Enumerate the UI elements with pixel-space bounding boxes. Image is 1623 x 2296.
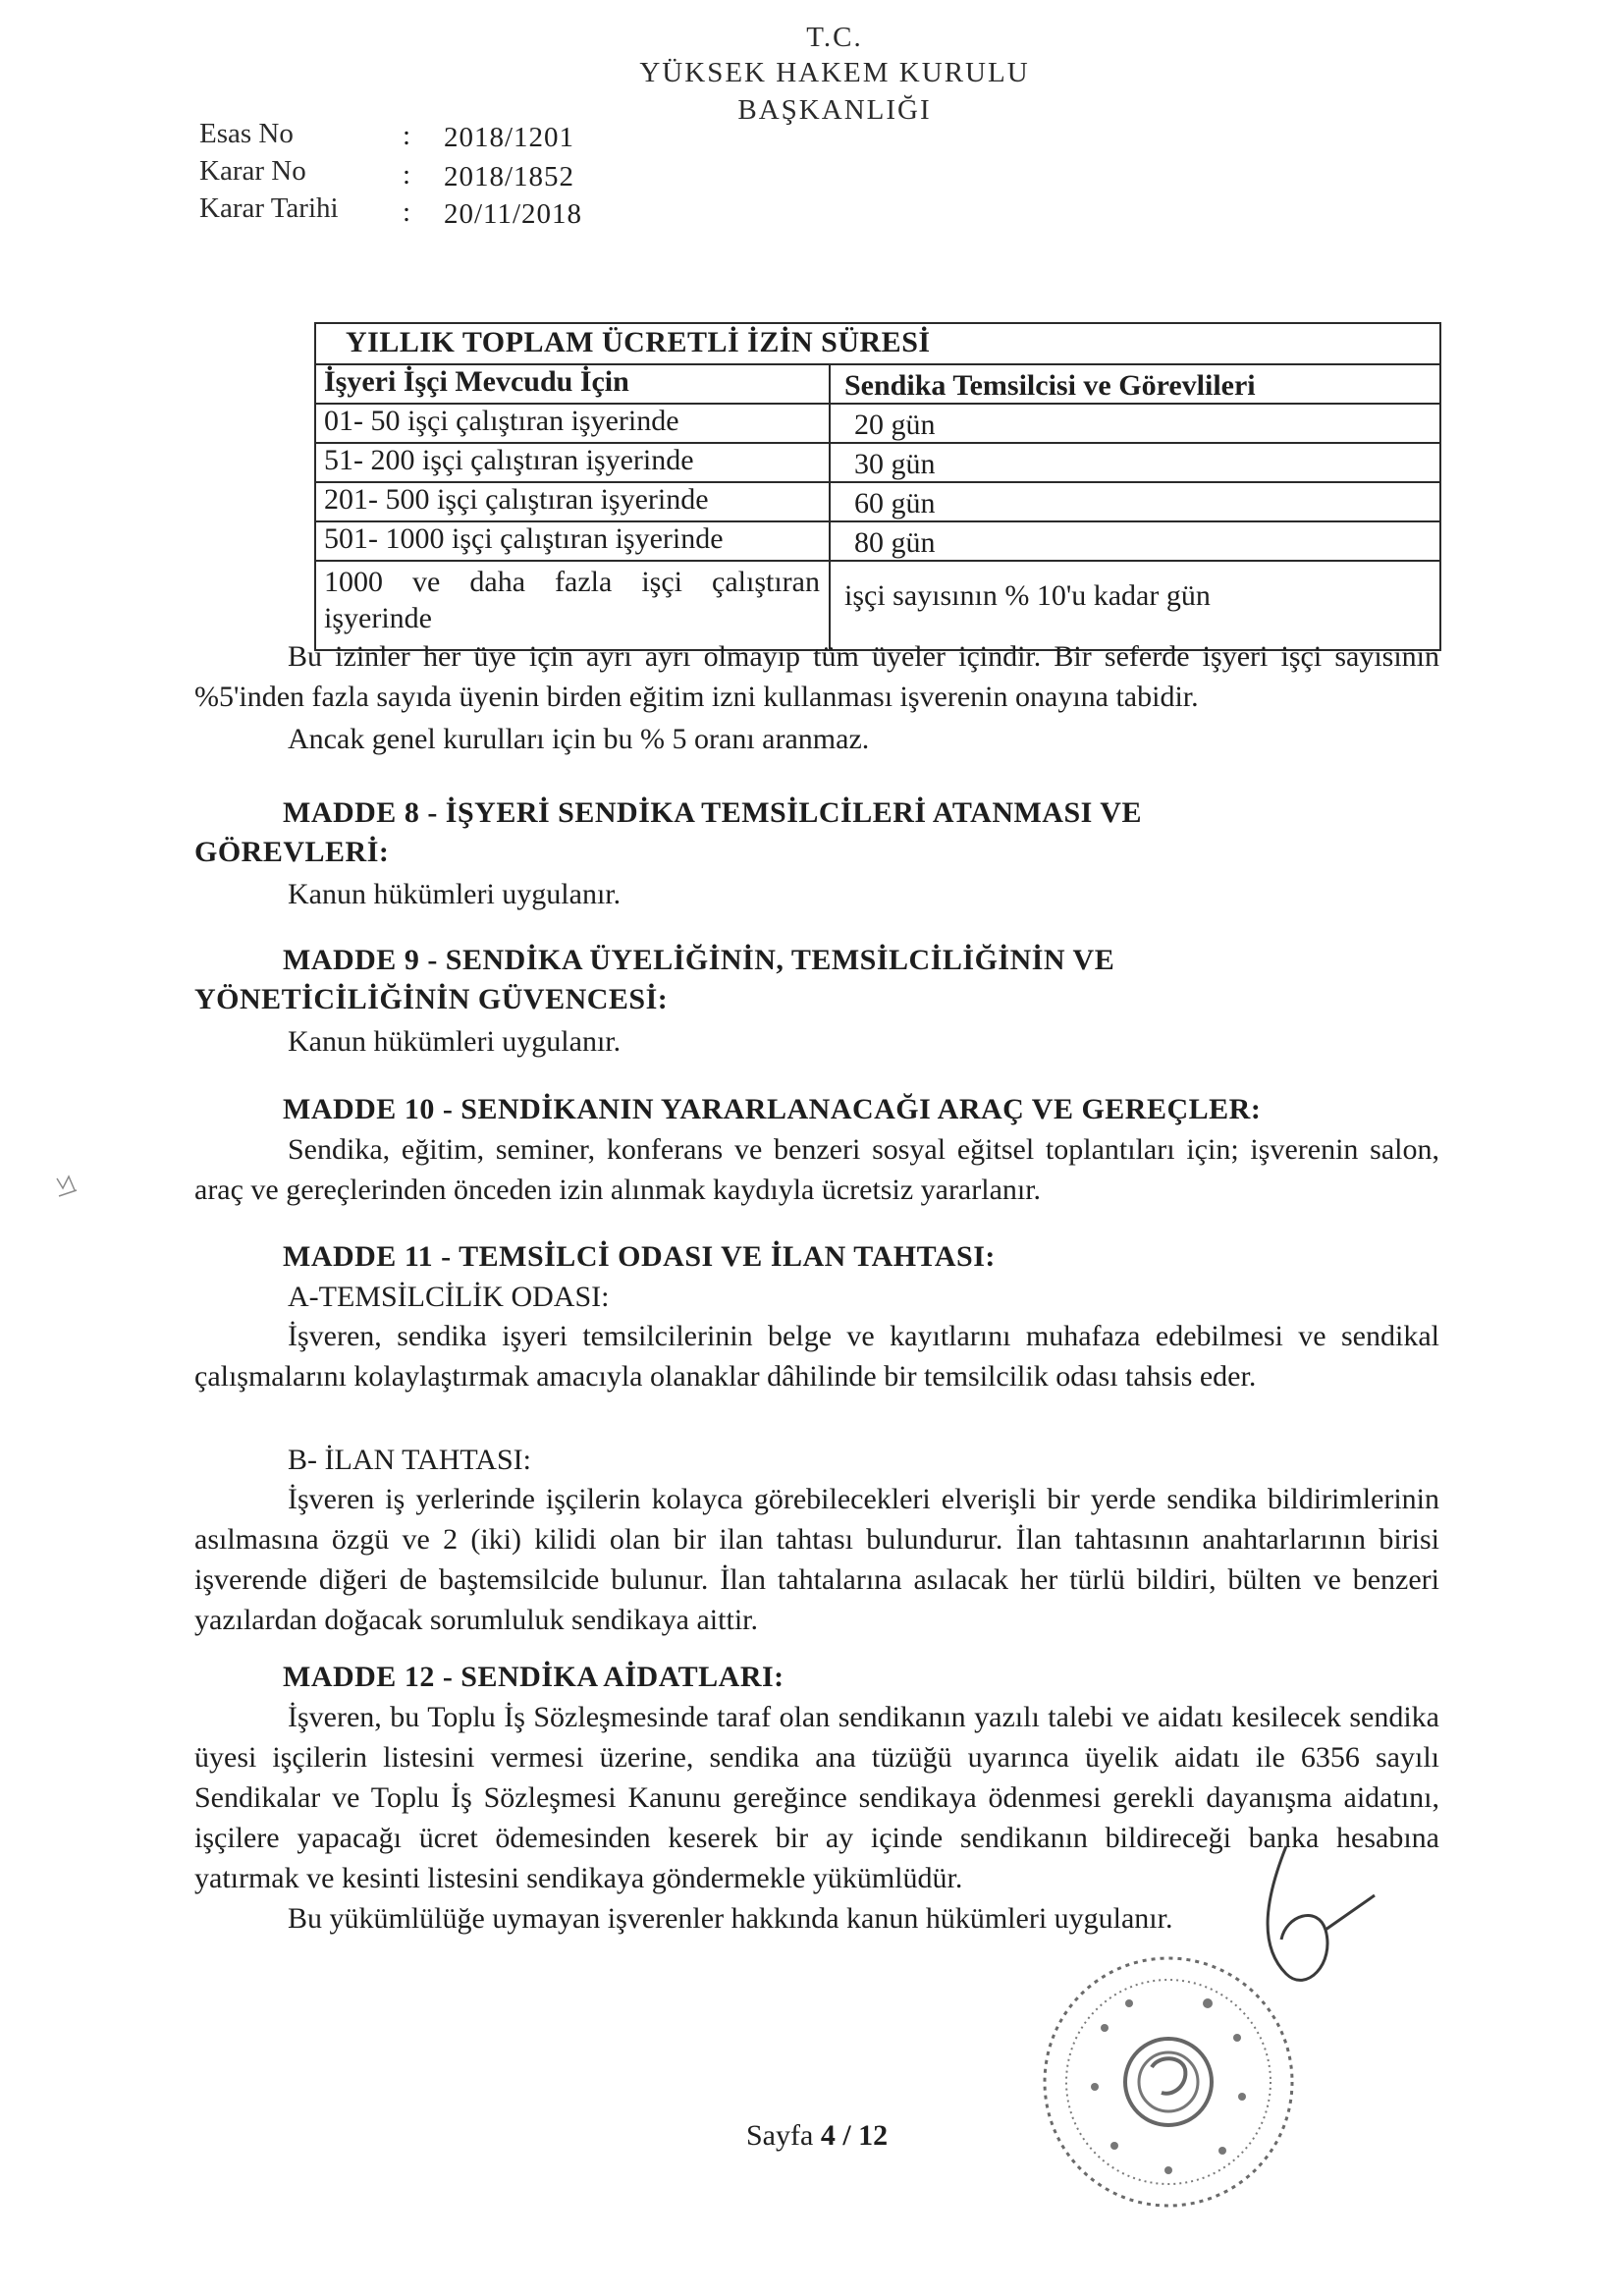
row-workplace: 01- 50 işçi çalıştıran işyerinde (324, 405, 679, 437)
article-12-heading (194, 1658, 1439, 1697)
col-header-workplace: İşyeri İşçi Mevcudu İçin (324, 365, 629, 398)
esas-no-value: 2018/1201 (444, 122, 575, 153)
table-title: YILLIK TOPLAM ÜCRETLİ İZİN SÜRESİ (346, 326, 931, 358)
article-10-title: MADDE 10 - SENDİKANIN YARARLANACAĞI ARAÇ VE GEREÇLER: (283, 1093, 1262, 1125)
page-count: 4 / 12 (820, 2119, 889, 2152)
article-11-subheading-a: A-TEMSİLCİLİK ODASI: (288, 1281, 610, 1313)
row-workplace: 201- 500 işçi çalıştıran işyerinde (324, 483, 709, 516)
official-seal-icon (1036, 1949, 1301, 2214)
margin-scribble-icon (49, 1167, 84, 1206)
header-institution: YÜKSEK HAKEM KURULU (639, 57, 1030, 88)
row-days: 30 gün (854, 448, 936, 480)
article-11-heading (194, 1237, 1439, 1277)
leave-note-paragraph-2: Ancak genel kurulları için bu % 5 oranı aranmaz. (288, 723, 870, 755)
karar-no-label: Karar No (199, 155, 306, 187)
colon: : (403, 196, 411, 228)
article-8-heading (194, 793, 1439, 872)
colon: : (403, 159, 411, 191)
column-divider (829, 363, 831, 649)
article-8-title-line1: MADDE 8 - İŞYERİ SENDİKA TEMSİLCİLERİ ATANMASI VE (283, 796, 1142, 829)
row-days: işçi sayısının % 10'u kadar gün (844, 579, 1211, 612)
article-10-text: Sendika, eğitim, seminer, konferans ve benzeri sosyal eğitsel toplantıları için; işverenin salon, araç ve gereçlerinden önceden izin alınmak kaydıyla ücretsiz yararlanır. (194, 1133, 1439, 1206)
article-12-text-2: Bu yükümlülüğe uymayan işverenler hakkında kanun hükümleri uygulanır. (288, 1902, 1173, 1935)
article-11-title: MADDE 11 - TEMSİLCİ ODASI VE İLAN TAHTASI: (283, 1240, 996, 1273)
article-12-text: İşveren, bu Toplu İş Sözleşmesinde taraf olan sendikanın yazılı talebi ve aidatı kesilecek sendika üyesi işçilerin listesini vermesi üzerine, sendika ana tüzüğü uyarınca üyelik aidatı ile 6356 sayılı Sendikalar ve Toplu İş Sözleşmesi Kanunu gereğince sendikaya ödenmesi gerekli dayanışma aidatını, işçilere yapacağı ücret ödemesinden keserek bir ay içinde sendikanın bildireceği banka hesabına yatırmak ve kesinti listesini sendikaya göndermekle yükümlüdür. (194, 1701, 1439, 1894)
article-9-title-line2: YÖNETİCİLİĞİNİN GÜVENCESİ: (194, 983, 669, 1015)
article-9-title-line1: MADDE 9 - SENDİKA ÜYELİĞİNİN, TEMSİLCİLİĞİNİN VE (283, 944, 1115, 976)
row-workplace: 501- 1000 işçi çalıştıran işyerinde (324, 522, 724, 555)
col-header-representative: Sendika Temsilcisi ve Görevlileri (844, 369, 1256, 402)
page-number (746, 2119, 888, 2153)
article-10-heading (194, 1090, 1439, 1129)
article-11-text-b: İşveren iş yerlerinde işçilerin kolayca görebilecekleri elverişli bir yerde sendika bildirimlerinin asılmasına özgü ve 2 (iki) kilidi olan bir ilan tahtası bulundurur. İlan tahtasının anahtarlarının birisi işverende diğeri de baştemsilcide bulunur. İlan tahtalarına asılacak her türlü bildiri, bülten ve benzeri yazılardan doğacak sorumluluk sendikaya aittir. (194, 1483, 1439, 1636)
article-11-subheading-b: B- İLAN TAHTASI: (288, 1444, 531, 1476)
article-12-title: MADDE 12 - SENDİKA AİDATLARI: (283, 1661, 784, 1693)
row-days: 60 gün (854, 487, 936, 519)
header-tc: T.C. (806, 22, 863, 53)
karar-tarihi-value: 20/11/2018 (444, 198, 583, 230)
header-presidency: BAŞKANLIĞI (737, 94, 932, 126)
row-days: 20 gün (854, 409, 936, 441)
article-8-title-line2: GÖREVLERİ: (194, 836, 390, 868)
table-row (316, 560, 1439, 562)
karar-no-value: 2018/1852 (444, 161, 575, 192)
article-9-heading (194, 941, 1439, 1019)
colon: : (403, 120, 411, 151)
page-prefix: Sayfa (746, 2119, 814, 2152)
row-workplace-line1: 1000 ve daha fazla işçi çalıştıran (324, 566, 820, 598)
row-workplace: 51- 200 işçi çalıştıran işyerinde (324, 444, 694, 476)
leave-note-paragraph: Bu izinler her üye için ayrı ayrı olmayıp tüm üyeler içindir. Bir seferde işyeri işçi sayısının %5'inden fazla sayıda üyenin birden eğitim izni kullanması işverenin onayına tabidir. (194, 640, 1439, 713)
karar-tarihi-label: Karar Tarihi (199, 192, 339, 224)
article-11-text-a: İşveren, sendika işyeri temsilcilerinin belge ve kayıtlarını muhafaza edebilmesi ve sendikal çalışmalarını kolaylaştırmak amacıyla olanaklar dâhilinde bir temsilcilik odası tahsis eder. (194, 1320, 1439, 1393)
leave-duration-table (314, 322, 1441, 651)
article-8-text: Kanun hükümleri uygulanır. (288, 878, 622, 910)
row-workplace-line2: işyerinde (324, 602, 432, 634)
article-9-text: Kanun hükümleri uygulanır. (288, 1025, 622, 1058)
row-days: 80 gün (854, 526, 936, 559)
esas-no-label: Esas No (199, 118, 294, 149)
